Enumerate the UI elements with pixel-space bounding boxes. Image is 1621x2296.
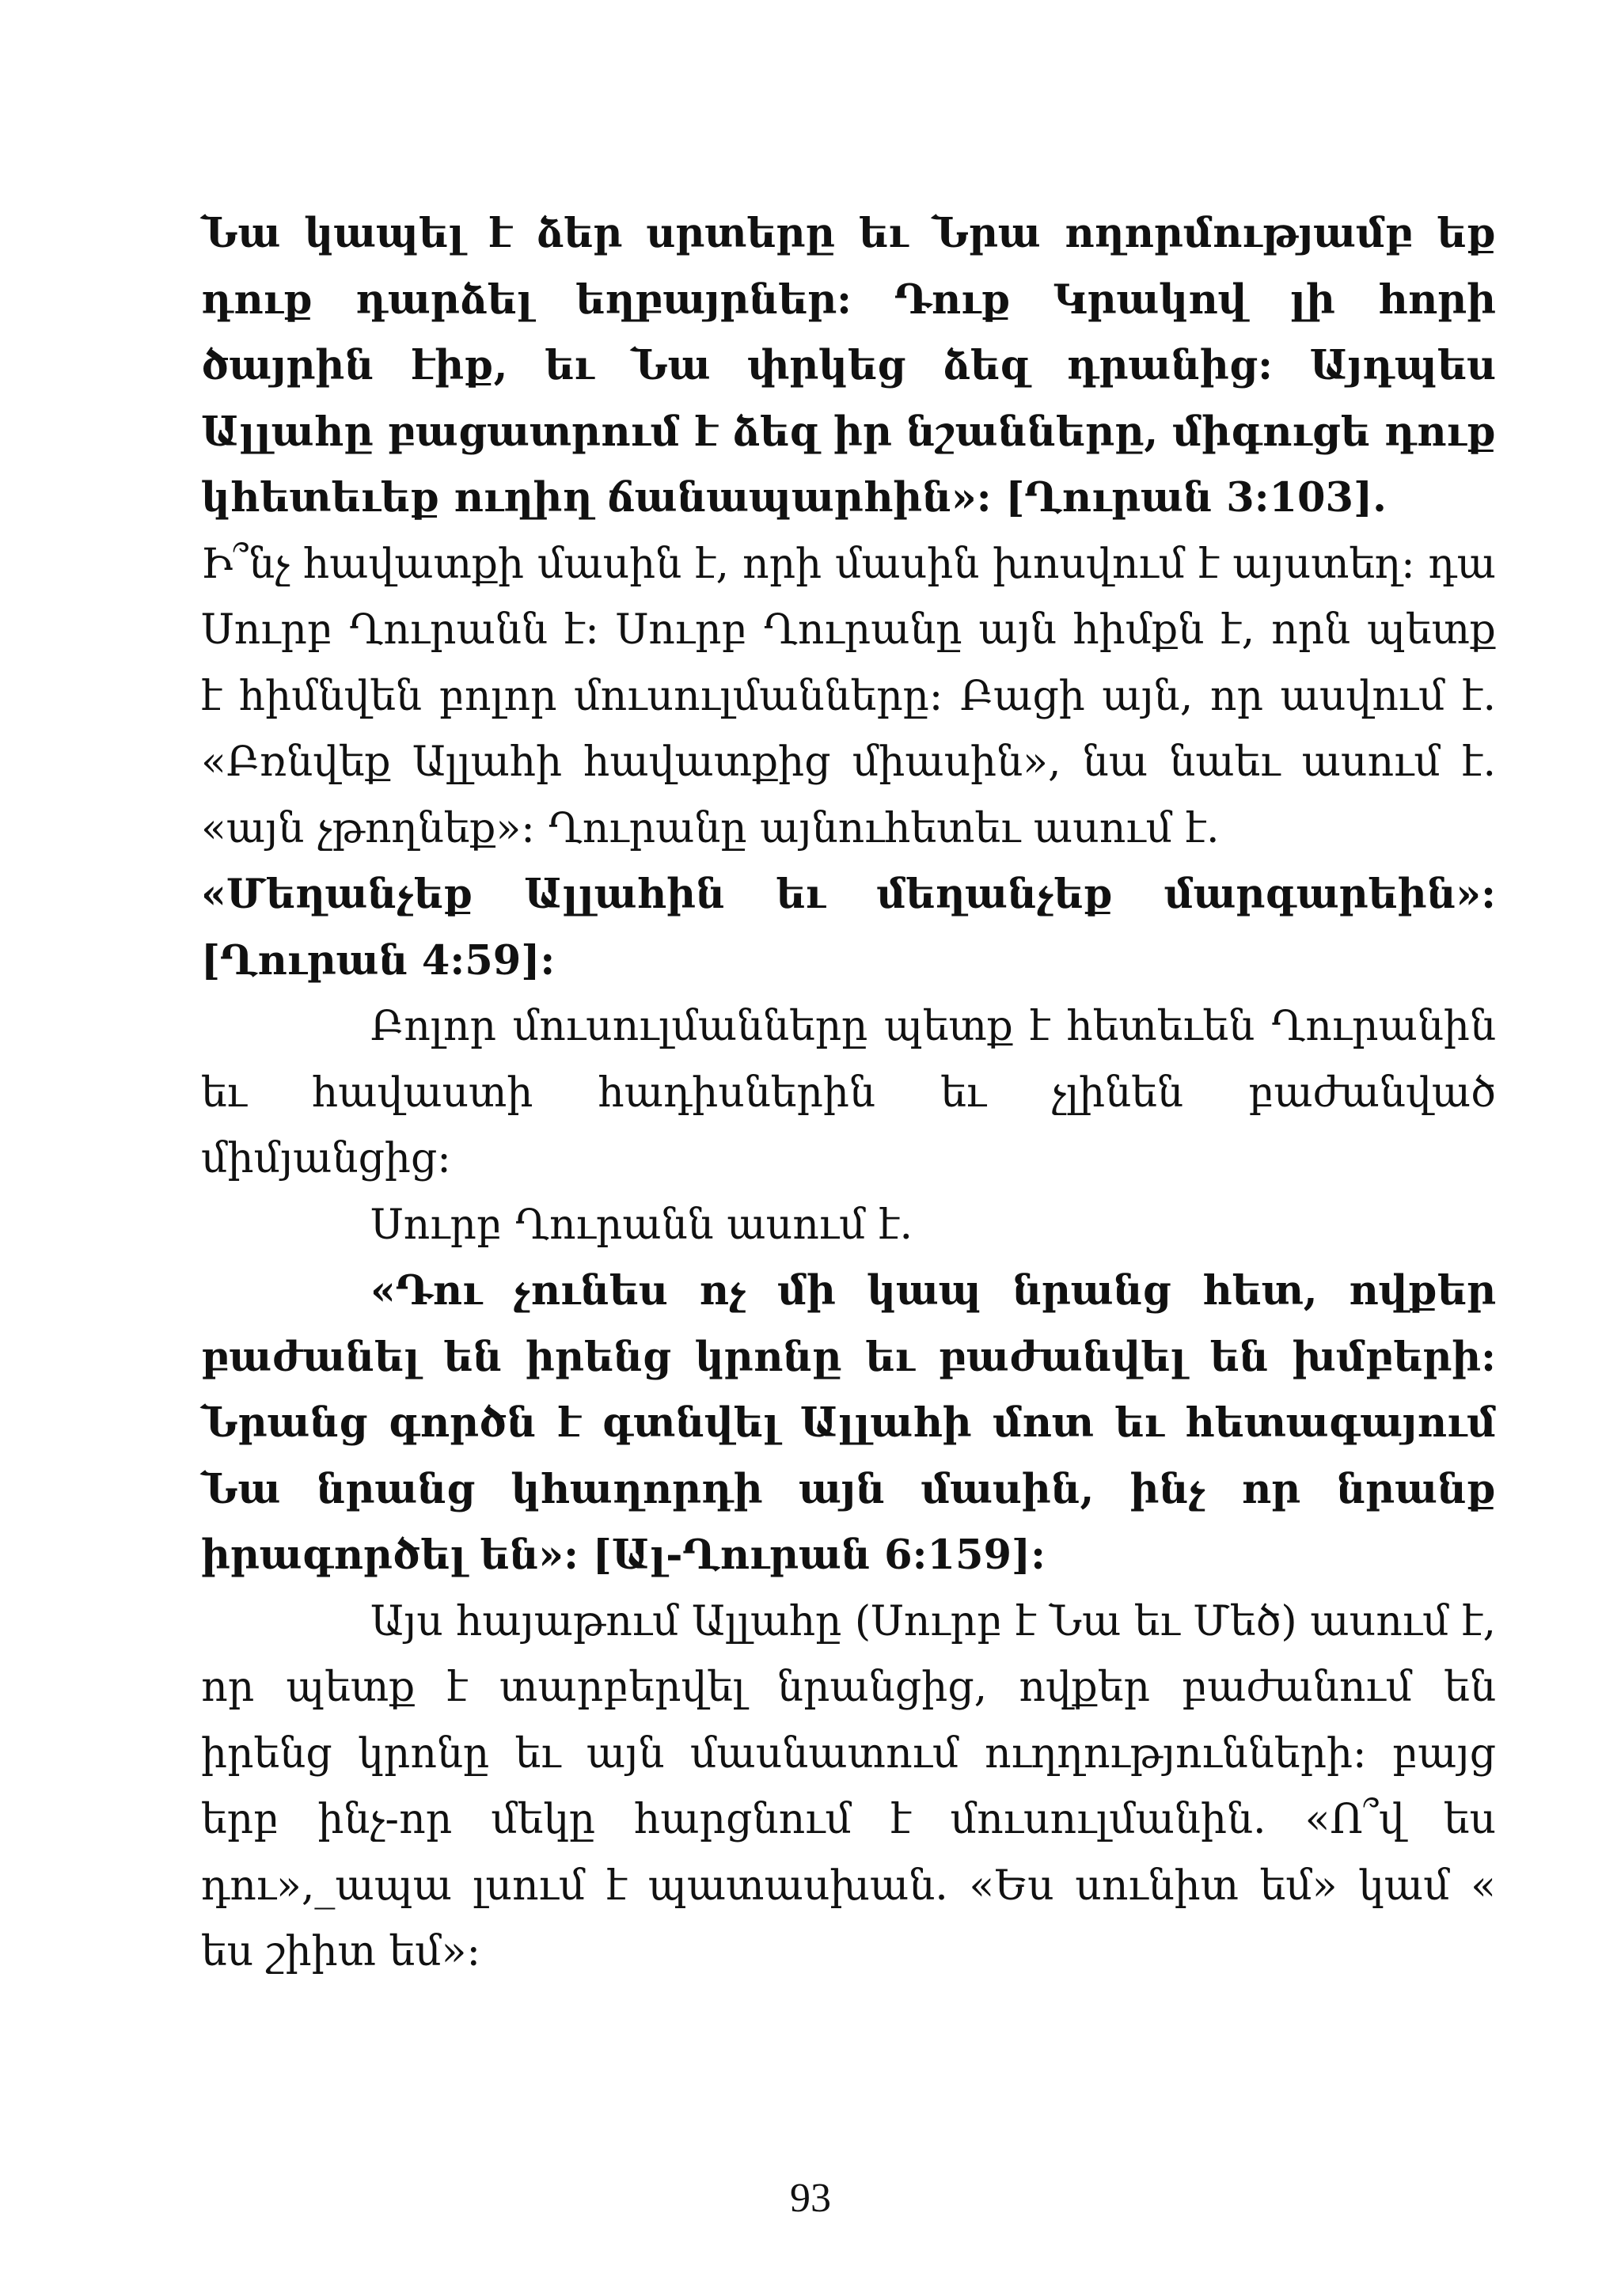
quran-quote-paragraph: Նա կապել է ձեր սրտերը եւ Նրա ողորմությամբ եք դուք դարձել եղբայրներ: Դուք Կրակով լի հորի ծայրին էիք, եւ Նա փրկեց ձեզ դրանից: Այդպես Ալլահը բացատրում է ձեզ իր նշանները, միգուցե դուք կհետեւեք ուղիղ ճանապարհին»: [Ղուրան 3:103]. xyxy=(201,210,1496,522)
quran-quote-paragraph: «Դու չունես ոչ մի կապ նրանց հետ, ովքեր բաժանել են իրենց կրոնը եւ բաժանվել են խմբերի: Նրանց գործն է գտնվել Ալլահի մոտ եւ հետագայում Նա նրանց կհաղորդի այն մասին, ինչ որ նրանք իրագործել են»: [Ալ-Ղուրան 6:159]: xyxy=(201,1267,1496,1579)
body-paragraph: Ի՞նչ հավատքի մասին է, որի մասին խոսվում է այստեղ: դա Սուրբ Ղուրանն է: Սուրբ Ղուրանը այն հիմքն է, որն պետք է հիմնվեն բոլոր մուսուլմանները: Բացի այն, որ ասվում է. «Բռնվեք Ալլահի հավատքից միասին», նա նաեւ ասում է. «այն չթողնեք»: Ղուրանը այնուհետեւ ասում է. xyxy=(201,540,1496,852)
body-paragraph: Բոլոր մուսուլմանները պետք է հետեւեն Ղուրանին եւ հավաստի հադիսներին եւ չլինեն բաժանված միմյանցից: xyxy=(201,1003,1496,1182)
body-paragraph: Այս հայաթում Ալլահը (Սուրբ է Նա եւ Մեծ) ասում է, որ պետք է տարբերվել նրանցից, ովքեր բաժանում են իրենց կրոնը եւ այն մասնատում ուղղությունների: բայց երբ ինչ-որ մեկը հարցնում է մուսուլմանին. «Ո՞վ ես դու»,_ապա լսում է պատասխան. «Ես սունիտ եմ» կամ « ես շիիտ եմ»: xyxy=(201,1597,1497,1975)
body-paragraph: Սուրբ Ղուրանն ասում է. xyxy=(370,1201,913,1249)
page-body xyxy=(201,201,1496,1986)
quran-quote-paragraph: «Մեղանչեք Ալլահին եւ մեղանչեք մարգարեին»: [Ղուրան 4:59]: xyxy=(201,871,1496,985)
page-number: 93 xyxy=(790,2176,831,2221)
